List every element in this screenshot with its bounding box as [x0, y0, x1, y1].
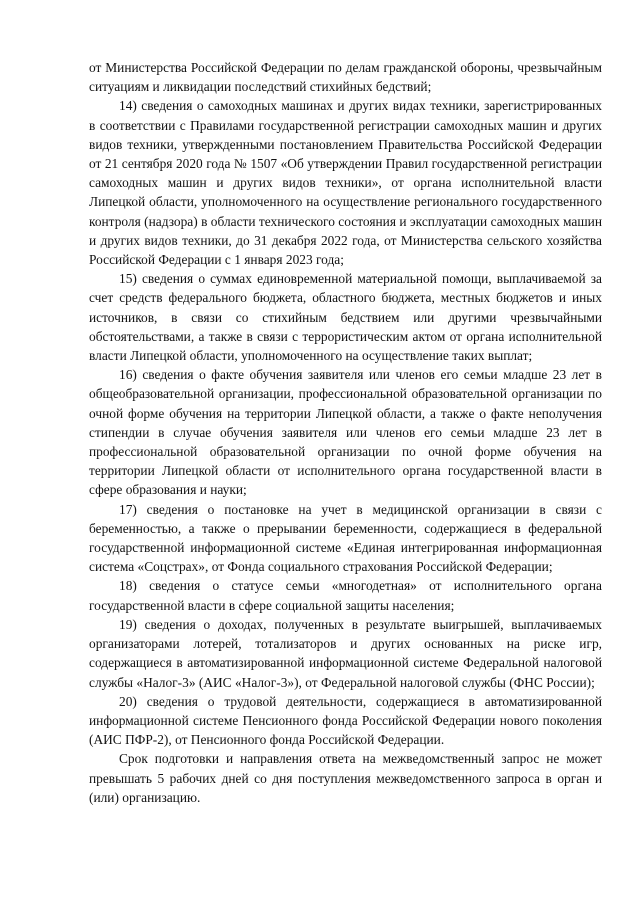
paragraph-continuation: от Министерства Российской Федерации по делам гражданской обороны, чрезвычайным ситуациям и ликвидации последствий стихийных бедствий;: [89, 60, 602, 95]
paragraph-item-20: 20) сведения о трудовой деятельности, содержащиеся в автоматизированной информационной системе Пенсионного фонда Российской Федерации нового поколения (АИС ПФР-2), от Пенсионного фонда Российской Федерации.: [89, 693, 602, 748]
paragraph-item-17: 17) сведения о постановке на учет в медицинской организации в связи с беременностью, а также о прерывании беременности, содержащиеся в федеральной государственной информационной системе «Единая интегрированная информационная система «Соцстрах», от Фонда социального страхования Российской Федерации;: [89, 501, 602, 575]
paragraph-deadline: Срок подготовки и направления ответа на межведомственный запрос не может превышать 5 рабочих дней со дня поступления межведомственного запроса в орган и (или) организацию.: [89, 751, 602, 805]
paragraph-item-16: 16) сведения о факте обучения заявителя или членов его семьи младше 23 лет в общеобразовательной организации, профессиональной образовательной организации по очной форме обучения на территории Липецкой области, а также о факте неполучения стипендии в случае обучения заявителя или членов его семьи младше 23 лет в профессиональной образовательной организации по очной форме обучения на территории Липецкой области от исполнительного органа государственной власти в сфере образования и науки;: [89, 367, 602, 498]
document-page: [89, 58, 602, 807]
paragraph-item-14: 14) сведения о самоходных машинах и других видах техники, зарегистрированных в соответствии с Правилами государственной регистрации самоходных машин и других видов техники, утвержденными постановлением Правительства Российской Федерации от 21 сентября 2020 года № 1507 «Об утверждении Правил государственной регистрации самоходных машин и других видов техники», от органа исполнительной власти Липецкой области, уполномоченного на осуществление регионального государственного контроля (надзора) в области технического состояния и эксплуатации самоходных машин и других видов техники, до 31 декабря 2022 года, от Министерства сельского хозяйства Российской Федерации с 1 января 2023 года;: [89, 98, 602, 268]
paragraph-item-15: 15) сведения о суммах единовременной материальной помощи, выплачиваемой за счет средств федерального бюджета, областного бюджета, местных бюджетов и иных источников, в связи со стихийным бедствием или другими чрезвычайными обстоятельствами, а также в связи с террористическим актом от органа исполнительной власти Липецкой области, уполномоченного на осуществление таких выплат;: [89, 271, 602, 364]
paragraph-item-18: 18) сведения о статусе семьи «многодетная» от исполнительного органа государственной власти в сфере социальной защиты населения;: [89, 578, 602, 613]
paragraph-item-19: 19) сведения о доходах, полученных в результате выигрышей, выплачиваемых организаторами лотерей, тотализаторов и других основанных на риске игр, содержащиеся в автоматизированной информационной системе Федеральной налоговой службы «Налог-3» (АИС «Налог-3»), от Федеральной налоговой службы (ФНС России);: [89, 616, 602, 690]
